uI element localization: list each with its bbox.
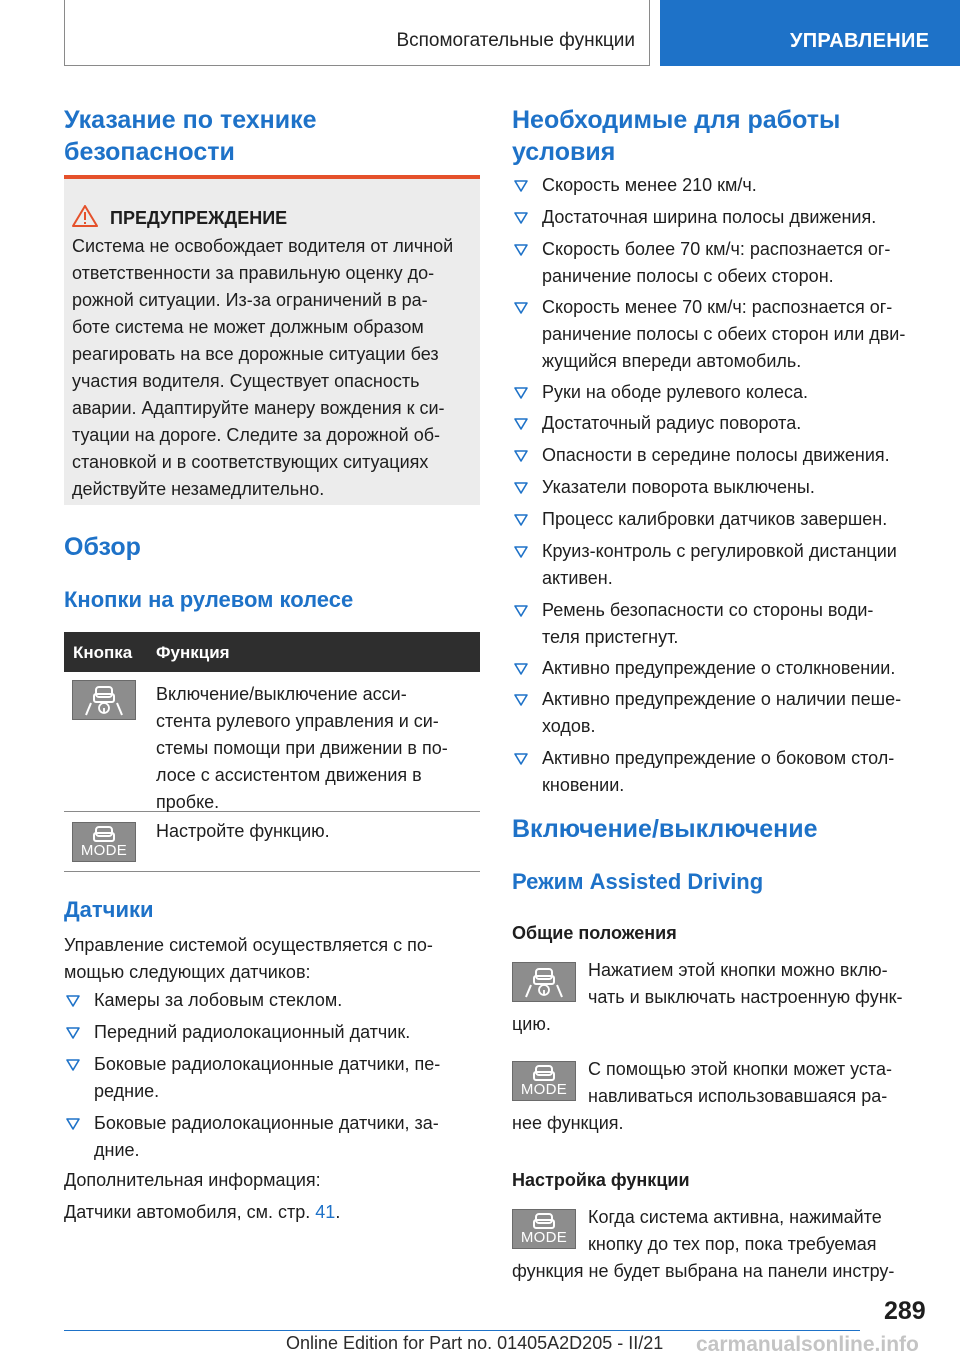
triangle-bullet-icon	[514, 546, 528, 558]
table-row	[64, 812, 480, 872]
setup-line: кнопку до тех пор, пока требуемая	[588, 1234, 877, 1254]
sensors-intro-line: Управление системой осуществляется с по-	[64, 935, 433, 955]
mode-button-icon	[72, 822, 136, 862]
warning-line: боте система не может должным образом	[72, 317, 424, 337]
list-item-text: Указатели поворота выключены.	[542, 477, 815, 497]
list-item	[64, 1019, 410, 1046]
conditions-heading-line1: Необходимые для работы	[512, 106, 841, 134]
page-number: 289	[884, 1297, 926, 1325]
list-item-text: раничение полосы с обеих сторон.	[542, 266, 834, 286]
triangle-bullet-icon	[514, 244, 528, 256]
general-p1-line: цию.	[512, 1014, 551, 1034]
table-col-button: Кнопка	[73, 643, 133, 662]
list-item-text: Активно предупреждение о наличии пеше-	[542, 689, 902, 709]
header-chapter-title: УПРАВЛЕНИЕ	[790, 30, 930, 52]
list-item-text: активен.	[542, 568, 613, 588]
buttons-table	[64, 632, 480, 872]
list-item	[512, 506, 887, 533]
list-item-text: Руки на ободе рулевого колеса.	[542, 382, 809, 402]
table-cell-line: пробке.	[156, 792, 220, 812]
list-item	[512, 538, 897, 592]
warning-line: рожной ситуации. Из-за ограничений в ра-	[72, 290, 428, 310]
sensors-heading: Датчики	[64, 897, 154, 922]
list-item	[64, 1110, 439, 1164]
setup-line: Когда система активна, нажимайте	[588, 1207, 882, 1227]
steering-buttons-heading: Кнопки на рулевом колесе	[64, 587, 354, 612]
warning-line: аварии. Адаптируйте манеру вождения к си-	[72, 398, 445, 418]
list-item	[512, 745, 894, 799]
list-item-text: Достаточная ширина полосы движения.	[542, 207, 877, 227]
list-item	[512, 236, 890, 290]
edition-info: Online Edition for Part no. 01405A2D205 - II/21	[286, 1333, 664, 1353]
warning-text	[72, 233, 477, 503]
list-item	[512, 294, 905, 375]
general-p1-line: Нажатием этой кнопки можно вклю-	[588, 960, 888, 980]
triangle-bullet-icon	[514, 694, 528, 706]
list-item-text: Скорость менее 210 км/ч.	[542, 175, 757, 195]
list-item	[512, 410, 801, 437]
list-item	[512, 204, 876, 231]
more-info-label: Дополнительная информация:	[64, 1170, 321, 1190]
list-item	[512, 474, 815, 501]
header-section-box	[64, 0, 650, 66]
general-p2-line: нее функция.	[512, 1113, 624, 1133]
general-p2-line: навливаться использовавшаяся ра-	[588, 1086, 888, 1106]
warning-line: становкой и в соответствующих ситуациях	[72, 452, 429, 472]
list-item	[512, 597, 873, 651]
list-item-text: Боковые радиолокационные датчики, пе-	[94, 1054, 441, 1074]
list-item-text: ходов.	[542, 716, 596, 736]
list-item	[512, 379, 808, 406]
list-item	[64, 987, 342, 1014]
safety-heading-line2: безопасности	[64, 138, 235, 166]
warning-triangle-icon	[72, 205, 98, 232]
triangle-bullet-icon	[514, 605, 528, 617]
table-cell-line: стента рулевого управления и си-	[156, 711, 439, 731]
list-item	[512, 686, 901, 740]
mode-label: MODE	[520, 1081, 568, 1098]
assisted-driving-heading: Режим Assisted Driving	[512, 869, 764, 894]
list-item-text: Круиз-контроль с регулировкой дистанции	[542, 541, 897, 561]
conditions-heading-line2: условия	[512, 138, 616, 166]
onoff-heading: Включение/выключение	[512, 815, 818, 843]
list-item-text: теля пристегнут.	[542, 627, 679, 647]
list-item-text: Камеры за лобовым стеклом.	[94, 990, 343, 1010]
mode-button-icon	[512, 1209, 576, 1249]
table-row	[64, 672, 480, 812]
warning-title-row	[72, 205, 287, 232]
triangle-bullet-icon	[514, 418, 528, 430]
list-item-text: Боковые радиолокационные датчики, за-	[94, 1113, 439, 1133]
table-cell-line: Включение/выключение асси-	[156, 684, 407, 704]
table-cell-line: стемы помощи при движении в по-	[156, 738, 448, 758]
triangle-bullet-icon	[514, 212, 528, 224]
footer-divider	[64, 1330, 860, 1331]
list-item-text: дние.	[94, 1140, 140, 1160]
table-cell-line: лосе с ассистентом движения в	[156, 765, 422, 785]
setup-heading: Настройка функции	[512, 1170, 690, 1190]
sensors-intro	[64, 932, 433, 986]
header-chapter-tab	[660, 0, 960, 66]
triangle-bullet-icon	[514, 482, 528, 494]
list-item-text: Активно предупреждение о боковом стол-	[542, 748, 895, 768]
list-item-text: раничение полосы с обеих сторон или дви-	[542, 324, 906, 344]
warning-line: участия водителя. Существует опасность	[72, 371, 420, 391]
mode-button-icon	[512, 1061, 576, 1101]
mode-label: MODE	[520, 1229, 568, 1246]
list-item-text: Скорость более 70 км/ч: распознается ог-	[542, 239, 891, 259]
list-item-text: Процесс калибровки датчиков завершен.	[542, 509, 888, 529]
list-item	[512, 655, 895, 682]
list-item-text: жущийся впереди автомобиль.	[542, 351, 802, 371]
conditions-heading	[512, 104, 840, 168]
triangle-bullet-icon	[66, 1118, 80, 1130]
warning-box	[64, 175, 480, 505]
warning-line: реагировать на все дорожные ситуации без	[72, 344, 439, 364]
table-col-function: Функция	[156, 643, 230, 662]
mode-label: MODE	[80, 842, 128, 859]
assist-steering-button-icon	[512, 962, 576, 1002]
table-function-text: Настройте функцию.	[156, 821, 330, 841]
triangle-bullet-icon	[514, 663, 528, 675]
general-p2-line: С помощью этой кнопки может уста-	[588, 1059, 892, 1079]
watermark: carmanualsonline.info	[696, 1333, 919, 1356]
overview-heading: Обзор	[64, 533, 141, 561]
triangle-bullet-icon	[514, 753, 528, 765]
sensors-intro-line: мощью следующих датчиков:	[64, 962, 311, 982]
triangle-bullet-icon	[514, 302, 528, 314]
list-item-text: Активно предупреждение о столкновении.	[542, 658, 896, 678]
table-function-text	[156, 681, 476, 816]
list-item	[512, 172, 757, 199]
table-header	[64, 632, 480, 672]
general-heading: Общие положения	[512, 923, 677, 943]
triangle-bullet-icon	[66, 1059, 80, 1071]
list-item-text: Достаточный радиус поворота.	[542, 413, 802, 433]
warning-title: ПРЕДУПРЕЖДЕНИЕ	[110, 208, 288, 228]
sensors-reference	[64, 1199, 340, 1226]
assist-steering-button-icon	[72, 680, 136, 720]
warning-line: действуйте незамедлительно.	[72, 479, 325, 499]
triangle-bullet-icon	[514, 514, 528, 526]
warning-line: Система не освобождает водителя от личной	[72, 236, 454, 256]
warning-line: туации на дороге. Следите за дорожной об-	[72, 425, 441, 445]
triangle-bullet-icon	[514, 180, 528, 192]
list-item-text: редние.	[94, 1081, 160, 1101]
setup-line: функция не будет выбрана на панели инстру-	[512, 1261, 895, 1281]
list-item	[64, 1051, 440, 1105]
page-link[interactable]: 41	[315, 1202, 336, 1222]
list-item-text: Скорость менее 70 км/ч: распознается ог-	[542, 297, 893, 317]
list-item	[512, 442, 890, 469]
safety-heading-line1: Указание по технике	[64, 106, 317, 134]
triangle-bullet-icon	[514, 450, 528, 462]
reference-end: .	[335, 1202, 341, 1222]
list-item-text: Ремень безопасности со стороны води-	[542, 600, 874, 620]
triangle-bullet-icon	[66, 1027, 80, 1039]
list-item-text: Передний радиолокационный датчик.	[94, 1022, 411, 1042]
list-item-text: Опасности в середине полосы движения.	[542, 445, 890, 465]
reference-text: Датчики автомобиля, см. стр.	[64, 1202, 316, 1222]
warning-line: ответственности за правильную оценку до-	[72, 263, 435, 283]
header-section-title: Вспомогательные функции	[396, 30, 635, 51]
triangle-bullet-icon	[66, 995, 80, 1007]
safety-heading	[64, 104, 317, 168]
general-p1-line: чать и выключать настроенную функ-	[588, 987, 903, 1007]
list-item-text: кновении.	[542, 775, 625, 795]
triangle-bullet-icon	[514, 387, 528, 399]
